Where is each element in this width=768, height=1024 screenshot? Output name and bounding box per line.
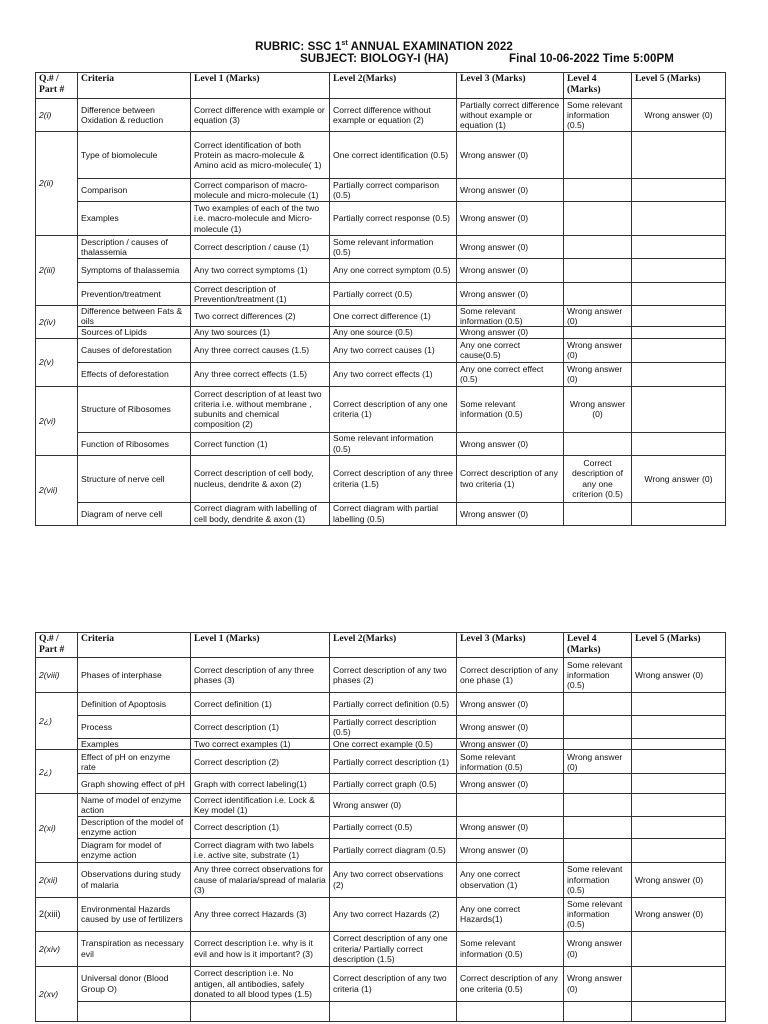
criteria-cell: Effect of pH on enzyme rate xyxy=(78,750,191,774)
question-number: 2(xiv) xyxy=(36,931,78,966)
level-3-cell: Wrong answer (0) xyxy=(457,774,564,794)
column-header: Level 4 (Marks) xyxy=(564,73,632,99)
level-3-cell: Some relevant information (0.5) xyxy=(457,306,564,327)
rubric-table-2 xyxy=(35,632,726,1022)
criteria-cell: Observations during study of malaria xyxy=(78,862,191,897)
level-2-cell: Partially correct response (0.5) xyxy=(330,202,457,236)
level-4-cell xyxy=(564,432,632,455)
criteria-cell: Transpiration as necessary evil xyxy=(78,931,191,966)
table-row xyxy=(36,362,726,386)
level-3-cell: Wrong answer (0) xyxy=(457,283,564,306)
level-3-cell: Correct description of any two criteria (1) xyxy=(457,455,564,502)
level-1-cell: Correct description of cell body, nucleus, dendrite & axon (2) xyxy=(191,455,330,502)
level-4-cell: Wrong answer (0) xyxy=(564,362,632,386)
level-5-cell xyxy=(632,236,726,259)
level-3-cell: Wrong answer (0) xyxy=(457,202,564,236)
title-prefix: RUBRIC: SSC 1 xyxy=(255,40,342,53)
level-2-cell: Partially correct description (1) xyxy=(330,750,457,774)
table-row xyxy=(36,750,726,774)
level-3-cell: Wrong answer (0) xyxy=(457,259,564,283)
level-2-cell: Partially correct comparison (0.5) xyxy=(330,179,457,202)
level-2-cell: Any two correct observations (2) xyxy=(330,862,457,897)
table-row xyxy=(36,132,726,179)
level-3-cell: Correct description of any one phase (1) xyxy=(457,658,564,693)
level-2-cell: Wrong answer (0) xyxy=(330,794,457,817)
level-1-cell: Correct difference with example or equation (3) xyxy=(191,99,330,132)
level-1-cell: Graph with correct labeling(1) xyxy=(191,774,330,794)
level-5-cell: Wrong answer (0) xyxy=(632,658,726,693)
level-3-cell: Wrong answer (0) xyxy=(457,236,564,259)
level-4-cell xyxy=(564,259,632,283)
criteria-cell: Diagram of nerve cell xyxy=(78,502,191,525)
table-row xyxy=(36,966,726,1001)
table-row xyxy=(36,897,726,931)
table-row xyxy=(36,838,726,862)
title-suffix: ANNUAL EXAMINATION 2022 xyxy=(347,40,513,53)
level-4-cell xyxy=(564,283,632,306)
level-2-cell: Any one source (0.5) xyxy=(330,327,457,338)
criteria-cell: Type of biomolecule xyxy=(78,132,191,179)
level-3-cell: Any one correct cause(0.5) xyxy=(457,338,564,362)
column-header: Level 3 (Marks) xyxy=(457,633,564,658)
level-3-cell: Some relevant information (0.5) xyxy=(457,386,564,432)
question-number: 2(xv) xyxy=(36,966,78,1021)
criteria-cell: Sources of Lipids xyxy=(78,327,191,338)
level-2-cell: Correct description of any two criteria (1) xyxy=(330,966,457,1001)
criteria-cell xyxy=(78,1001,191,1021)
table-row xyxy=(36,259,726,283)
level-5-cell xyxy=(632,432,726,455)
final-timestamp: Final 10-06-2022 Time 5:00PM xyxy=(509,53,674,65)
level-2-cell: Partially correct definition (0.5) xyxy=(330,693,457,716)
level-1-cell: Correct description (1) xyxy=(191,716,330,739)
table-row xyxy=(36,327,726,338)
level-5-cell xyxy=(632,716,726,739)
level-4-cell: Some relevant information (0.5) xyxy=(564,658,632,693)
header-row xyxy=(36,633,726,658)
level-1-cell: Any three correct observations for cause of malaria/spread of malaria (3) xyxy=(191,862,330,897)
level-3-cell: Any one correct effect (0.5) xyxy=(457,362,564,386)
level-4-cell: Wrong answer (0) xyxy=(564,386,632,432)
level-1-cell: Correct description of at least two criteria i.e. without membrane , subunits and chemical composition (2) xyxy=(191,386,330,432)
level-5-cell xyxy=(632,774,726,794)
level-2-cell: Partially correct (0.5) xyxy=(330,283,457,306)
level-5-cell: Wrong answer (0) xyxy=(632,99,726,132)
table-row xyxy=(36,862,726,897)
level-2-cell: Some relevant information (0.5) xyxy=(330,236,457,259)
level-4-cell xyxy=(564,774,632,794)
level-3-cell: Wrong answer (0) xyxy=(457,716,564,739)
level-1-cell: Correct description (2) xyxy=(191,750,330,774)
level-2-cell: Correct difference without example or equation (2) xyxy=(330,99,457,132)
question-number: 2(i) xyxy=(36,99,78,132)
question-number: 2¿) xyxy=(36,693,78,750)
criteria-cell: Causes of deforestation xyxy=(78,338,191,362)
level-5-cell xyxy=(632,1001,726,1021)
table-row xyxy=(36,658,726,693)
criteria-cell: Structure of Ribosomes xyxy=(78,386,191,432)
level-5-cell xyxy=(632,327,726,338)
rubric-table-1 xyxy=(35,72,726,526)
table-row xyxy=(36,179,726,202)
question-number: 2(xii) xyxy=(36,862,78,897)
level-4-cell xyxy=(564,838,632,862)
table-row xyxy=(36,202,726,236)
table-row xyxy=(36,693,726,716)
level-2-cell: Any two correct effects (1) xyxy=(330,362,457,386)
level-3-cell: Wrong answer (0) xyxy=(457,132,564,179)
level-3-cell: Wrong answer (0) xyxy=(457,817,564,838)
level-4-cell xyxy=(564,693,632,716)
level-5-cell xyxy=(632,931,726,966)
level-3-cell: Wrong answer (0) xyxy=(457,432,564,455)
subject-label: SUBJECT: BIOLOGY-I (HA) xyxy=(300,53,449,65)
level-4-cell: Some relevant information (0.5) xyxy=(564,99,632,132)
level-4-cell: Some relevant information (0.5) xyxy=(564,862,632,897)
level-5-cell xyxy=(632,338,726,362)
level-5-cell xyxy=(632,502,726,525)
level-1-cell: Any three correct Hazards (3) xyxy=(191,897,330,931)
level-3-cell xyxy=(457,794,564,817)
question-number: 2(viii) xyxy=(36,658,78,693)
level-4-cell xyxy=(564,202,632,236)
criteria-cell: Description of the model of enzyme action xyxy=(78,817,191,838)
criteria-cell: Universal donor (Blood Group O) xyxy=(78,966,191,1001)
level-2-cell: Correct description of any three criteria (1.5) xyxy=(330,455,457,502)
level-1-cell: Two correct examples (1) xyxy=(191,739,330,750)
level-4-cell xyxy=(564,1001,632,1021)
level-4-cell xyxy=(564,132,632,179)
level-3-cell: Wrong answer (0) xyxy=(457,179,564,202)
rubric-title xyxy=(0,40,768,53)
level-1-cell: Two correct differences (2) xyxy=(191,306,330,327)
level-2-cell: Partially correct diagram (0.5) xyxy=(330,838,457,862)
level-2-cell: Any two correct causes (1) xyxy=(330,338,457,362)
criteria-cell: Description / causes of thalassemia xyxy=(78,236,191,259)
level-5-cell xyxy=(632,750,726,774)
level-2-cell: Correct diagram with partial labelling (0.5) xyxy=(330,502,457,525)
column-header: Level 1 (Marks) xyxy=(191,73,330,99)
level-3-cell: Any one correct Hazards(1) xyxy=(457,897,564,931)
level-5-cell xyxy=(632,817,726,838)
level-1-cell: Correct description / cause (1) xyxy=(191,236,330,259)
criteria-cell: Difference between Oxidation & reduction xyxy=(78,99,191,132)
level-3-cell: Some relevant information (0.5) xyxy=(457,750,564,774)
level-1-cell: Any three correct causes (1.5) xyxy=(191,338,330,362)
level-4-cell: Correct description of any one criterion (0.5) xyxy=(564,455,632,502)
level-2-cell: Correct description of any two phases (2) xyxy=(330,658,457,693)
level-1-cell: Correct description (1) xyxy=(191,817,330,838)
criteria-cell: Function of Ribosomes xyxy=(78,432,191,455)
column-header: Level 1 (Marks) xyxy=(191,633,330,658)
question-number: 2(v) xyxy=(36,338,78,386)
level-2-cell: Partially correct description (0.5) xyxy=(330,716,457,739)
level-5-cell xyxy=(632,362,726,386)
title-superscript: st xyxy=(341,40,348,47)
criteria-cell: Difference between Fats & oils xyxy=(78,306,191,327)
level-5-cell xyxy=(632,739,726,750)
criteria-cell: Phases of interphase xyxy=(78,658,191,693)
criteria-cell: Definition of Apoptosis xyxy=(78,693,191,716)
level-3-cell: Correct description of any one criteria (0.5) xyxy=(457,966,564,1001)
table-row xyxy=(36,432,726,455)
question-number: 2(iv) xyxy=(36,306,78,339)
level-4-cell: Wrong answer (0) xyxy=(564,306,632,327)
table-row xyxy=(36,794,726,817)
table-row xyxy=(36,236,726,259)
level-4-cell: Wrong answer (0) xyxy=(564,338,632,362)
criteria-cell: Examples xyxy=(78,202,191,236)
level-5-cell xyxy=(632,966,726,1001)
level-2-cell: One correct example (0.5) xyxy=(330,739,457,750)
column-header: Q.# / Part # xyxy=(36,73,78,99)
level-1-cell: Any two sources (1) xyxy=(191,327,330,338)
criteria-cell: Graph showing effect of pH xyxy=(78,774,191,794)
level-5-cell xyxy=(632,283,726,306)
criteria-cell: Comparison xyxy=(78,179,191,202)
table-row xyxy=(36,817,726,838)
level-3-cell: Wrong answer (0) xyxy=(457,838,564,862)
level-4-cell xyxy=(564,236,632,259)
level-1-cell: Correct diagram with two labels i.e. active site, substrate (1) xyxy=(191,838,330,862)
level-3-cell: Some relevant information (0.5) xyxy=(457,931,564,966)
level-4-cell xyxy=(564,817,632,838)
level-1-cell: Correct description i.e. why is it evil and how is it important? (3) xyxy=(191,931,330,966)
level-2-cell: Correct description of any one criteria (1) xyxy=(330,386,457,432)
level-1-cell: Correct description of Prevention/treatment (1) xyxy=(191,283,330,306)
column-header: Level 5 (Marks) xyxy=(632,73,726,99)
criteria-cell: Prevention/treatment xyxy=(78,283,191,306)
question-number: 2(vi) xyxy=(36,386,78,455)
question-number: 2(vii) xyxy=(36,455,78,525)
question-number: 2¿) xyxy=(36,750,78,794)
level-3-cell: Wrong answer (0) xyxy=(457,327,564,338)
level-4-cell: Wrong answer (0) xyxy=(564,966,632,1001)
level-4-cell xyxy=(564,327,632,338)
criteria-cell: Examples xyxy=(78,739,191,750)
level-5-cell xyxy=(632,306,726,327)
level-2-cell: Any two correct Hazards (2) xyxy=(330,897,457,931)
level-5-cell xyxy=(632,794,726,817)
criteria-cell: Diagram for model of enzyme action xyxy=(78,838,191,862)
level-5-cell xyxy=(632,132,726,179)
level-1-cell: Two examples of each of the two i.e. macro-molecule and Micro-molecule (1) xyxy=(191,202,330,236)
level-5-cell: Wrong answer (0) xyxy=(632,897,726,931)
level-4-cell xyxy=(564,794,632,817)
level-3-cell: Partially correct difference without example or equation (1) xyxy=(457,99,564,132)
level-4-cell: Wrong answer (0) xyxy=(564,931,632,966)
level-2-cell: Partially correct graph (0.5) xyxy=(330,774,457,794)
level-5-cell: Wrong answer (0) xyxy=(632,455,726,502)
level-1-cell: Any three correct effects (1.5) xyxy=(191,362,330,386)
column-header: Criteria xyxy=(78,73,191,99)
column-header: Level 4 (Marks) xyxy=(564,633,632,658)
table-row xyxy=(36,716,726,739)
level-2-cell: Partially correct (0.5) xyxy=(330,817,457,838)
table-row xyxy=(36,1001,726,1021)
level-4-cell xyxy=(564,502,632,525)
question-number: 2(xiii) xyxy=(36,897,78,931)
level-5-cell xyxy=(632,259,726,283)
table-row xyxy=(36,931,726,966)
question-number: 2(ii) xyxy=(36,132,78,236)
level-2-cell xyxy=(330,1001,457,1021)
question-number: 2(iii) xyxy=(36,236,78,306)
level-5-cell xyxy=(632,838,726,862)
criteria-cell: Process xyxy=(78,716,191,739)
level-1-cell: Correct identification of both Protein as macro-molecule & Amino acid as micro-molecule( 1) xyxy=(191,132,330,179)
level-1-cell: Correct identification i.e. Lock & Key model (1) xyxy=(191,794,330,817)
criteria-cell: Environmental Hazards caused by use of fertilizers xyxy=(78,897,191,931)
header-row xyxy=(36,73,726,99)
question-number: 2(xi) xyxy=(36,794,78,862)
criteria-cell: Effects of deforestation xyxy=(78,362,191,386)
table-row xyxy=(36,386,726,432)
level-4-cell xyxy=(564,179,632,202)
level-2-cell: Any one correct symptom (0.5) xyxy=(330,259,457,283)
level-4-cell: Some relevant information (0.5) xyxy=(564,897,632,931)
level-1-cell: Correct function (1) xyxy=(191,432,330,455)
level-1-cell: Correct description i.e. No antigen, all antibodies, safely donated to all blood types (1.5) xyxy=(191,966,330,1001)
table-row xyxy=(36,502,726,525)
level-1-cell: Correct definition (1) xyxy=(191,693,330,716)
level-1-cell: Correct comparison of macro-molecule and micro-molecule (1) xyxy=(191,179,330,202)
table-row xyxy=(36,774,726,794)
level-3-cell: Wrong answer (0) xyxy=(457,693,564,716)
level-1-cell xyxy=(191,1001,330,1021)
criteria-cell: Structure of nerve cell xyxy=(78,455,191,502)
level-2-cell: Some relevant information (0.5) xyxy=(330,432,457,455)
level-5-cell xyxy=(632,693,726,716)
criteria-cell: Name of model of enzyme action xyxy=(78,794,191,817)
table-row xyxy=(36,455,726,502)
criteria-cell: Symptoms of thalassemia xyxy=(78,259,191,283)
level-5-cell xyxy=(632,202,726,236)
level-1-cell: Correct description of any three phases (3) xyxy=(191,658,330,693)
table-row xyxy=(36,306,726,327)
level-1-cell: Any two correct symptoms (1) xyxy=(191,259,330,283)
level-2-cell: One correct identification (0.5) xyxy=(330,132,457,179)
table-row xyxy=(36,99,726,132)
table-row xyxy=(36,739,726,750)
level-5-cell: Wrong answer (0) xyxy=(632,862,726,897)
table-row xyxy=(36,283,726,306)
column-header: Q.# / Part # xyxy=(36,633,78,658)
column-header: Level 5 (Marks) xyxy=(632,633,726,658)
column-header: Criteria xyxy=(78,633,191,658)
column-header: Level 2(Marks) xyxy=(330,633,457,658)
level-2-cell: One correct difference (1) xyxy=(330,306,457,327)
level-3-cell: Wrong answer (0) xyxy=(457,502,564,525)
level-2-cell: Correct description of any one criteria/ Partially correct description (1.5) xyxy=(330,931,457,966)
level-1-cell: Correct diagram with labelling of cell body, dendrite & axon (1) xyxy=(191,502,330,525)
level-3-cell xyxy=(457,1001,564,1021)
column-header: Level 2(Marks) xyxy=(330,73,457,99)
level-5-cell xyxy=(632,386,726,432)
column-header: Level 3 (Marks) xyxy=(457,73,564,99)
table-row xyxy=(36,338,726,362)
level-4-cell xyxy=(564,716,632,739)
level-3-cell: Wrong answer (0) xyxy=(457,739,564,750)
level-3-cell: Any one correct observation (1) xyxy=(457,862,564,897)
level-5-cell xyxy=(632,179,726,202)
level-4-cell: Wrong answer (0) xyxy=(564,750,632,774)
level-4-cell xyxy=(564,739,632,750)
